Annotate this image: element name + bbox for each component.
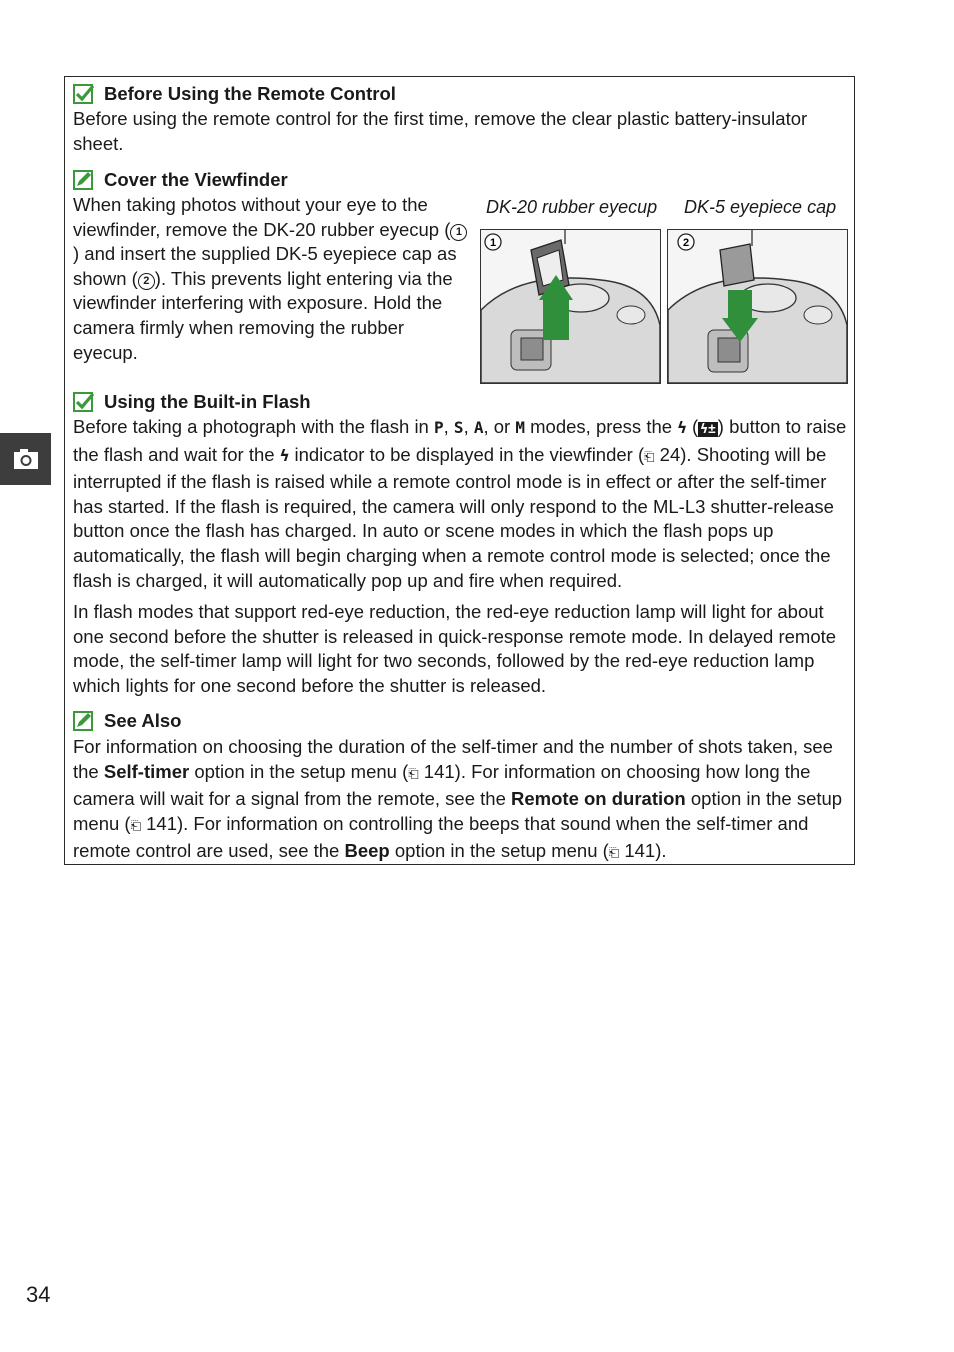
- figure-insert-cap: [667, 229, 848, 384]
- flash-text-1: Before taking a photograph with the flash in: [73, 416, 434, 437]
- remote-section-title: Before Using the Remote Control: [104, 83, 396, 104]
- see-also-text-2: option in the setup menu (: [189, 760, 409, 782]
- viewfinder-section-heading: [73, 169, 288, 191]
- step-1-marker: 1: [450, 224, 467, 241]
- camera-illustration-remove: [481, 230, 660, 383]
- flash-section-title: Using the Built-in Flash: [104, 391, 311, 412]
- viewfinder-section-title: Cover the Viewfinder: [104, 169, 288, 190]
- flash-sep-3: , or: [483, 416, 516, 437]
- see-also-text-3: 141). For information on choosing how long the camera will wait for a signal from the remote, see the: [73, 760, 811, 810]
- viewfinder-section-body: [73, 193, 468, 365]
- pencil-note-icon: [73, 711, 95, 731]
- caption-eyepiece-cap: DK-5 eyepiece cap: [684, 197, 837, 217]
- mode-p-glyph: P: [434, 418, 444, 437]
- flash-section-heading: [73, 391, 311, 413]
- beep-option: Beep: [344, 840, 390, 862]
- flash-sep-1: ,: [443, 416, 454, 437]
- camera-illustration-insert: [668, 230, 847, 383]
- page-reference-icon: ⎗: [644, 449, 655, 465]
- flash-text-5: indicator to be displayed in the viewfinder (: [289, 443, 645, 465]
- pencil-note-icon: [73, 170, 95, 190]
- self-timer-option: Self-timer: [103, 760, 190, 782]
- figure-right-step: 2: [682, 237, 690, 249]
- figure-left-step: 1: [489, 237, 497, 249]
- page-number: 34: [26, 1282, 51, 1307]
- checkmark-icon: [73, 84, 95, 104]
- remote-on-duration-option: Remote on duration: [511, 788, 686, 810]
- flash-text-6: 24). Shooting will be interrupted if the flash is raised while a remote control mode is in effect or after the self-timer has started. If the flash is required, the camera will only respond to the ML-L3 shutter-release button once the flash has charged. In auto or scene modes in which the flash pops up automatically, the flash will begin charging when a remote control mode is selected; once the flash is charged, it will automatically pop up and fire when required.: [73, 443, 834, 591]
- flash-sep-2: ,: [463, 416, 474, 437]
- note-box: [64, 76, 855, 865]
- page-reference-icon: ⎗: [608, 846, 620, 862]
- remote-section-body: Before using the remote control for the first time, remove the clear plastic battery-insulator sheet.: [73, 108, 808, 154]
- remote-section-heading: [73, 83, 396, 105]
- see-also-title: See Also: [104, 710, 182, 731]
- see-also-text-5: 141). For information on controlling the beeps that sound when the self-timer and remote control are used, see the: [73, 812, 809, 862]
- mode-s-glyph: S: [453, 418, 464, 437]
- flash-text-2: modes, press the: [525, 416, 678, 437]
- page-reference-icon: ⎗: [130, 818, 141, 834]
- checkmark-icon: [73, 392, 95, 412]
- chapter-tab: [0, 433, 51, 485]
- viewfinder-text-1: When taking photos without your eye to the viewfinder, remove the DK-20 rubber eyecup (: [73, 194, 451, 240]
- figure-remove-eyecup: [480, 229, 661, 384]
- flash-text-4: ) button to raise the flash and wait for the: [73, 416, 847, 465]
- page-reference-icon: ⎗: [408, 766, 419, 782]
- mode-m-glyph: M: [515, 418, 525, 437]
- mode-a-glyph: A: [473, 418, 484, 437]
- flash-section-body-1: [73, 415, 847, 593]
- flash-compensation-icon: ϟ±: [700, 422, 716, 437]
- flash-icon: ϟ: [677, 418, 687, 437]
- step-2-marker: 2: [138, 273, 155, 290]
- flash-section-body-2: In flash modes that support red-eye reduction, the red-eye reduction lamp will light for about one second before the shutter is released in quick-response remote mode. In delayed remote mode, the self-timer lamp will light for two seconds, followed by the red-eye reduction lamp which lights for one second before the shutter is released.: [73, 601, 837, 696]
- camera-icon: [13, 448, 39, 470]
- see-also-heading: [73, 710, 181, 732]
- see-also-text-7: 141).: [619, 840, 667, 862]
- flash-indicator-icon: ϟ: [279, 445, 290, 465]
- caption-rubber-eyecup: DK-20 rubber eyecup: [486, 197, 658, 217]
- see-also-text-4: option in the setup menu (: [73, 788, 843, 834]
- see-also-body: [73, 735, 847, 867]
- flash-text-3: (: [686, 416, 699, 437]
- see-also-text-1: For information on choosing the duration of the self-timer and the number of shots taken, see the: [73, 736, 833, 782]
- see-also-text-6: option in the setup menu (: [389, 840, 609, 862]
- viewfinder-text-3: ). This prevents light entering via the viewfinder interfering with exposure. Hold the camera firmly when removing the rubber eyecup.: [73, 267, 453, 363]
- viewfinder-text-2: ) and insert the supplied DK-5 eyepiece cap as shown (: [73, 243, 457, 289]
